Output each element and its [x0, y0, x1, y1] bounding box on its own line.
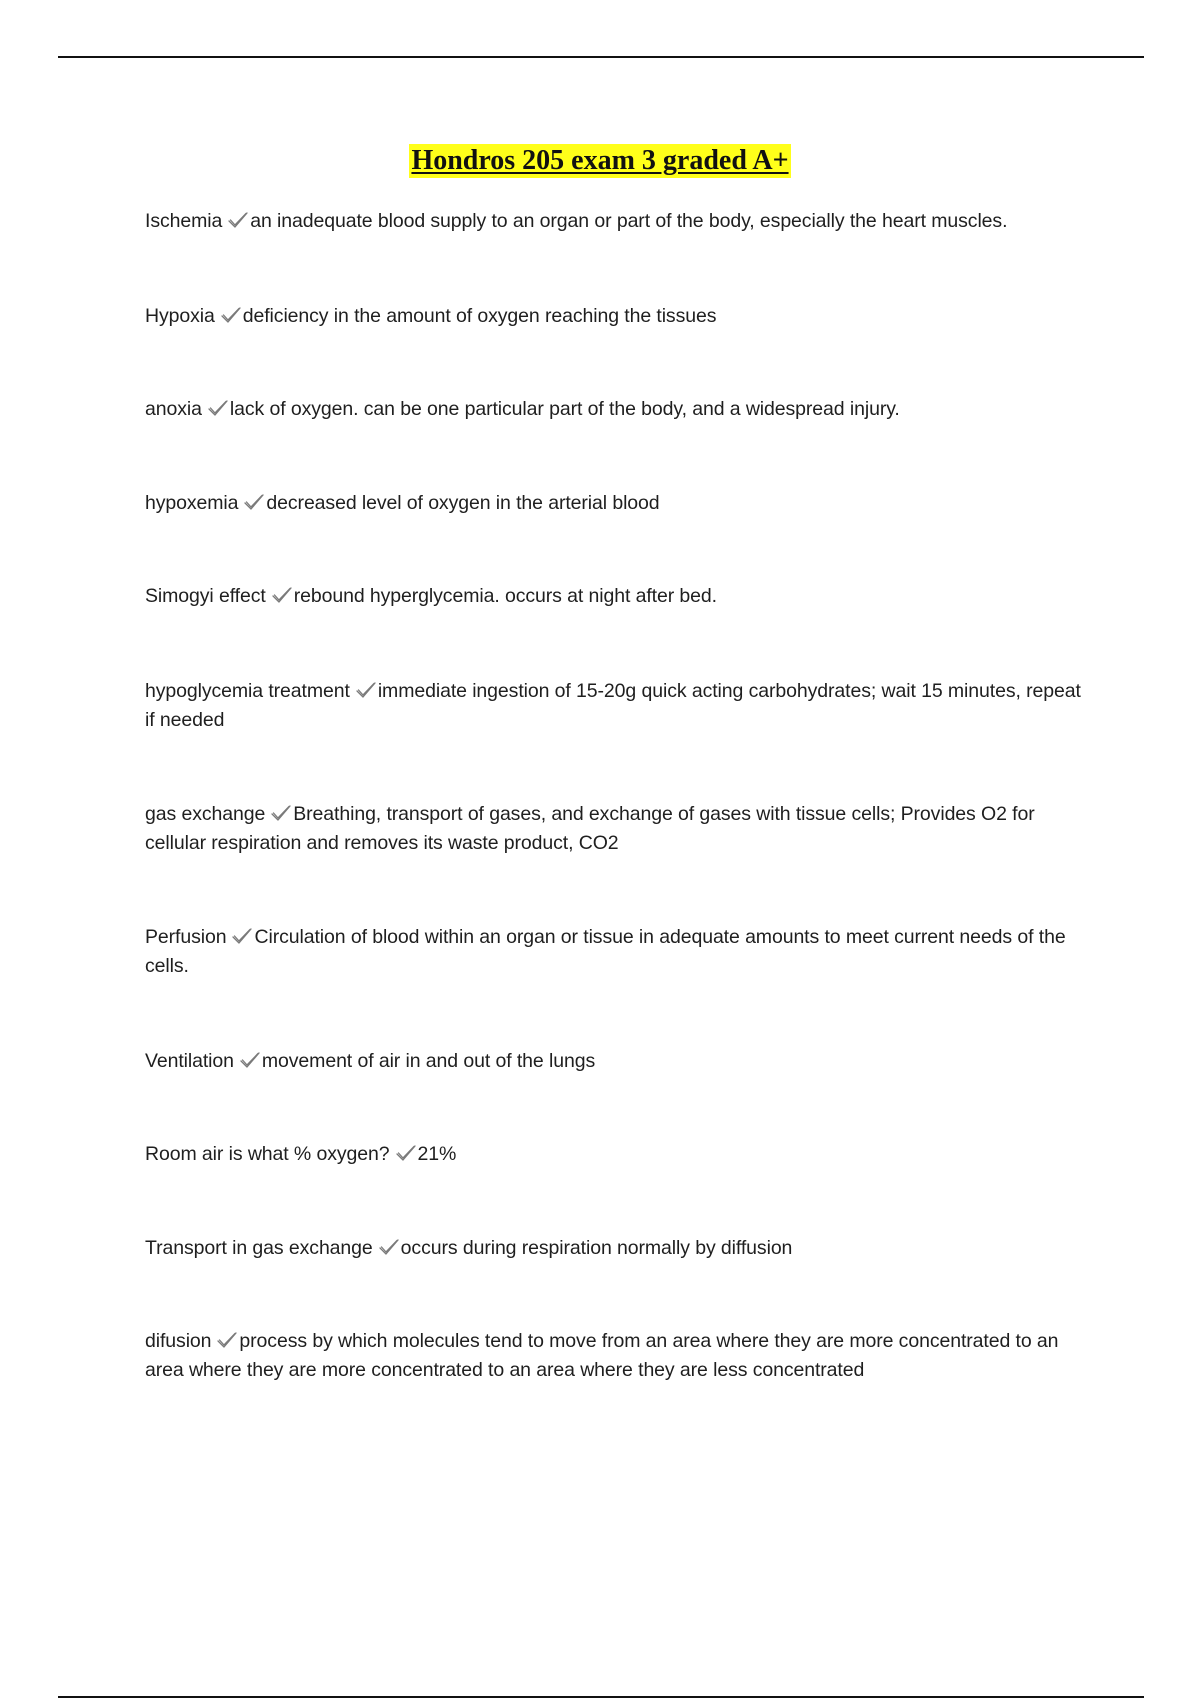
qa-entry: [145, 1047, 1095, 1076]
qa-entry: [145, 923, 1095, 981]
entry-term: Perfusion: [145, 926, 227, 948]
qa-entry: [145, 1140, 1095, 1169]
qa-entry: [145, 582, 1095, 611]
check-icon: [231, 927, 253, 945]
entry-definition: deficiency in the amount of oxygen reaching the tissues: [242, 305, 717, 327]
entry-definition: lack of oxygen. can be one particular part of the body, and a widespread injury.: [229, 398, 900, 420]
qa-entry: [145, 800, 1095, 858]
check-icon: [395, 1144, 417, 1162]
document-title: Hondros 205 exam 3 graded A+: [411, 145, 789, 176]
entry-definition: immediate ingestion of 15-20g quick acting carbohydrates; wait 15 minutes, repeat if needed: [145, 680, 1081, 731]
entry-term: gas exchange: [145, 803, 266, 825]
qa-entry: [145, 489, 1095, 518]
entry-term: difusion: [145, 1330, 212, 1352]
entry-definition: occurs during respiration normally by diffusion: [400, 1237, 793, 1259]
qa-entry: [145, 395, 1095, 424]
check-icon: [227, 211, 249, 229]
qa-entry: [145, 207, 1095, 236]
entry-definition: rebound hyperglycemia. occurs at night after bed.: [293, 585, 717, 607]
check-icon: [243, 493, 265, 511]
check-icon: [216, 1331, 238, 1349]
check-icon: [207, 399, 229, 417]
entry-term: Hypoxia: [145, 305, 215, 327]
entry-term: hypoxemia: [145, 492, 239, 514]
entry-definition: Circulation of blood within an organ or tissue in adequate amounts to meet current needs of the cells.: [145, 926, 1066, 977]
entry-term: Ventilation: [145, 1050, 234, 1072]
check-icon: [220, 306, 242, 324]
entry-term: hypoglycemia treatment: [145, 680, 350, 702]
entry-term: Ischemia: [145, 210, 223, 232]
qa-entry: [145, 677, 1095, 735]
footer-rule: [58, 1696, 1144, 1698]
entry-term: Simogyi effect: [145, 585, 266, 607]
check-icon: [355, 681, 377, 699]
check-icon: [239, 1051, 261, 1069]
entry-definition: process by which molecules tend to move from an area where they are more concentrated to an area where they are more concentrated to an area where they are less concentrated: [145, 1330, 1059, 1381]
qa-entry: [145, 1234, 1095, 1263]
qa-entry: [145, 1327, 1095, 1385]
entry-definition: 21%: [417, 1143, 457, 1165]
entry-term: Transport in gas exchange: [145, 1237, 373, 1259]
check-icon: [270, 804, 292, 822]
entry-definition: movement of air in and out of the lungs: [261, 1050, 596, 1072]
check-icon: [271, 586, 293, 604]
entry-definition: Breathing, transport of gases, and exchange of gases with tissue cells; Provides O2 for cellular respiration and removes its waste product, CO2: [145, 803, 1035, 854]
entry-term: Room air is what % oxygen?: [145, 1143, 390, 1165]
entry-definition: decreased level of oxygen in the arterial blood: [266, 492, 660, 514]
entry-definition: an inadequate blood supply to an organ or part of the body, especially the heart muscles.: [250, 210, 1008, 232]
check-icon: [378, 1238, 400, 1256]
qa-entry: [145, 302, 1095, 331]
entry-term: anoxia: [145, 398, 202, 420]
